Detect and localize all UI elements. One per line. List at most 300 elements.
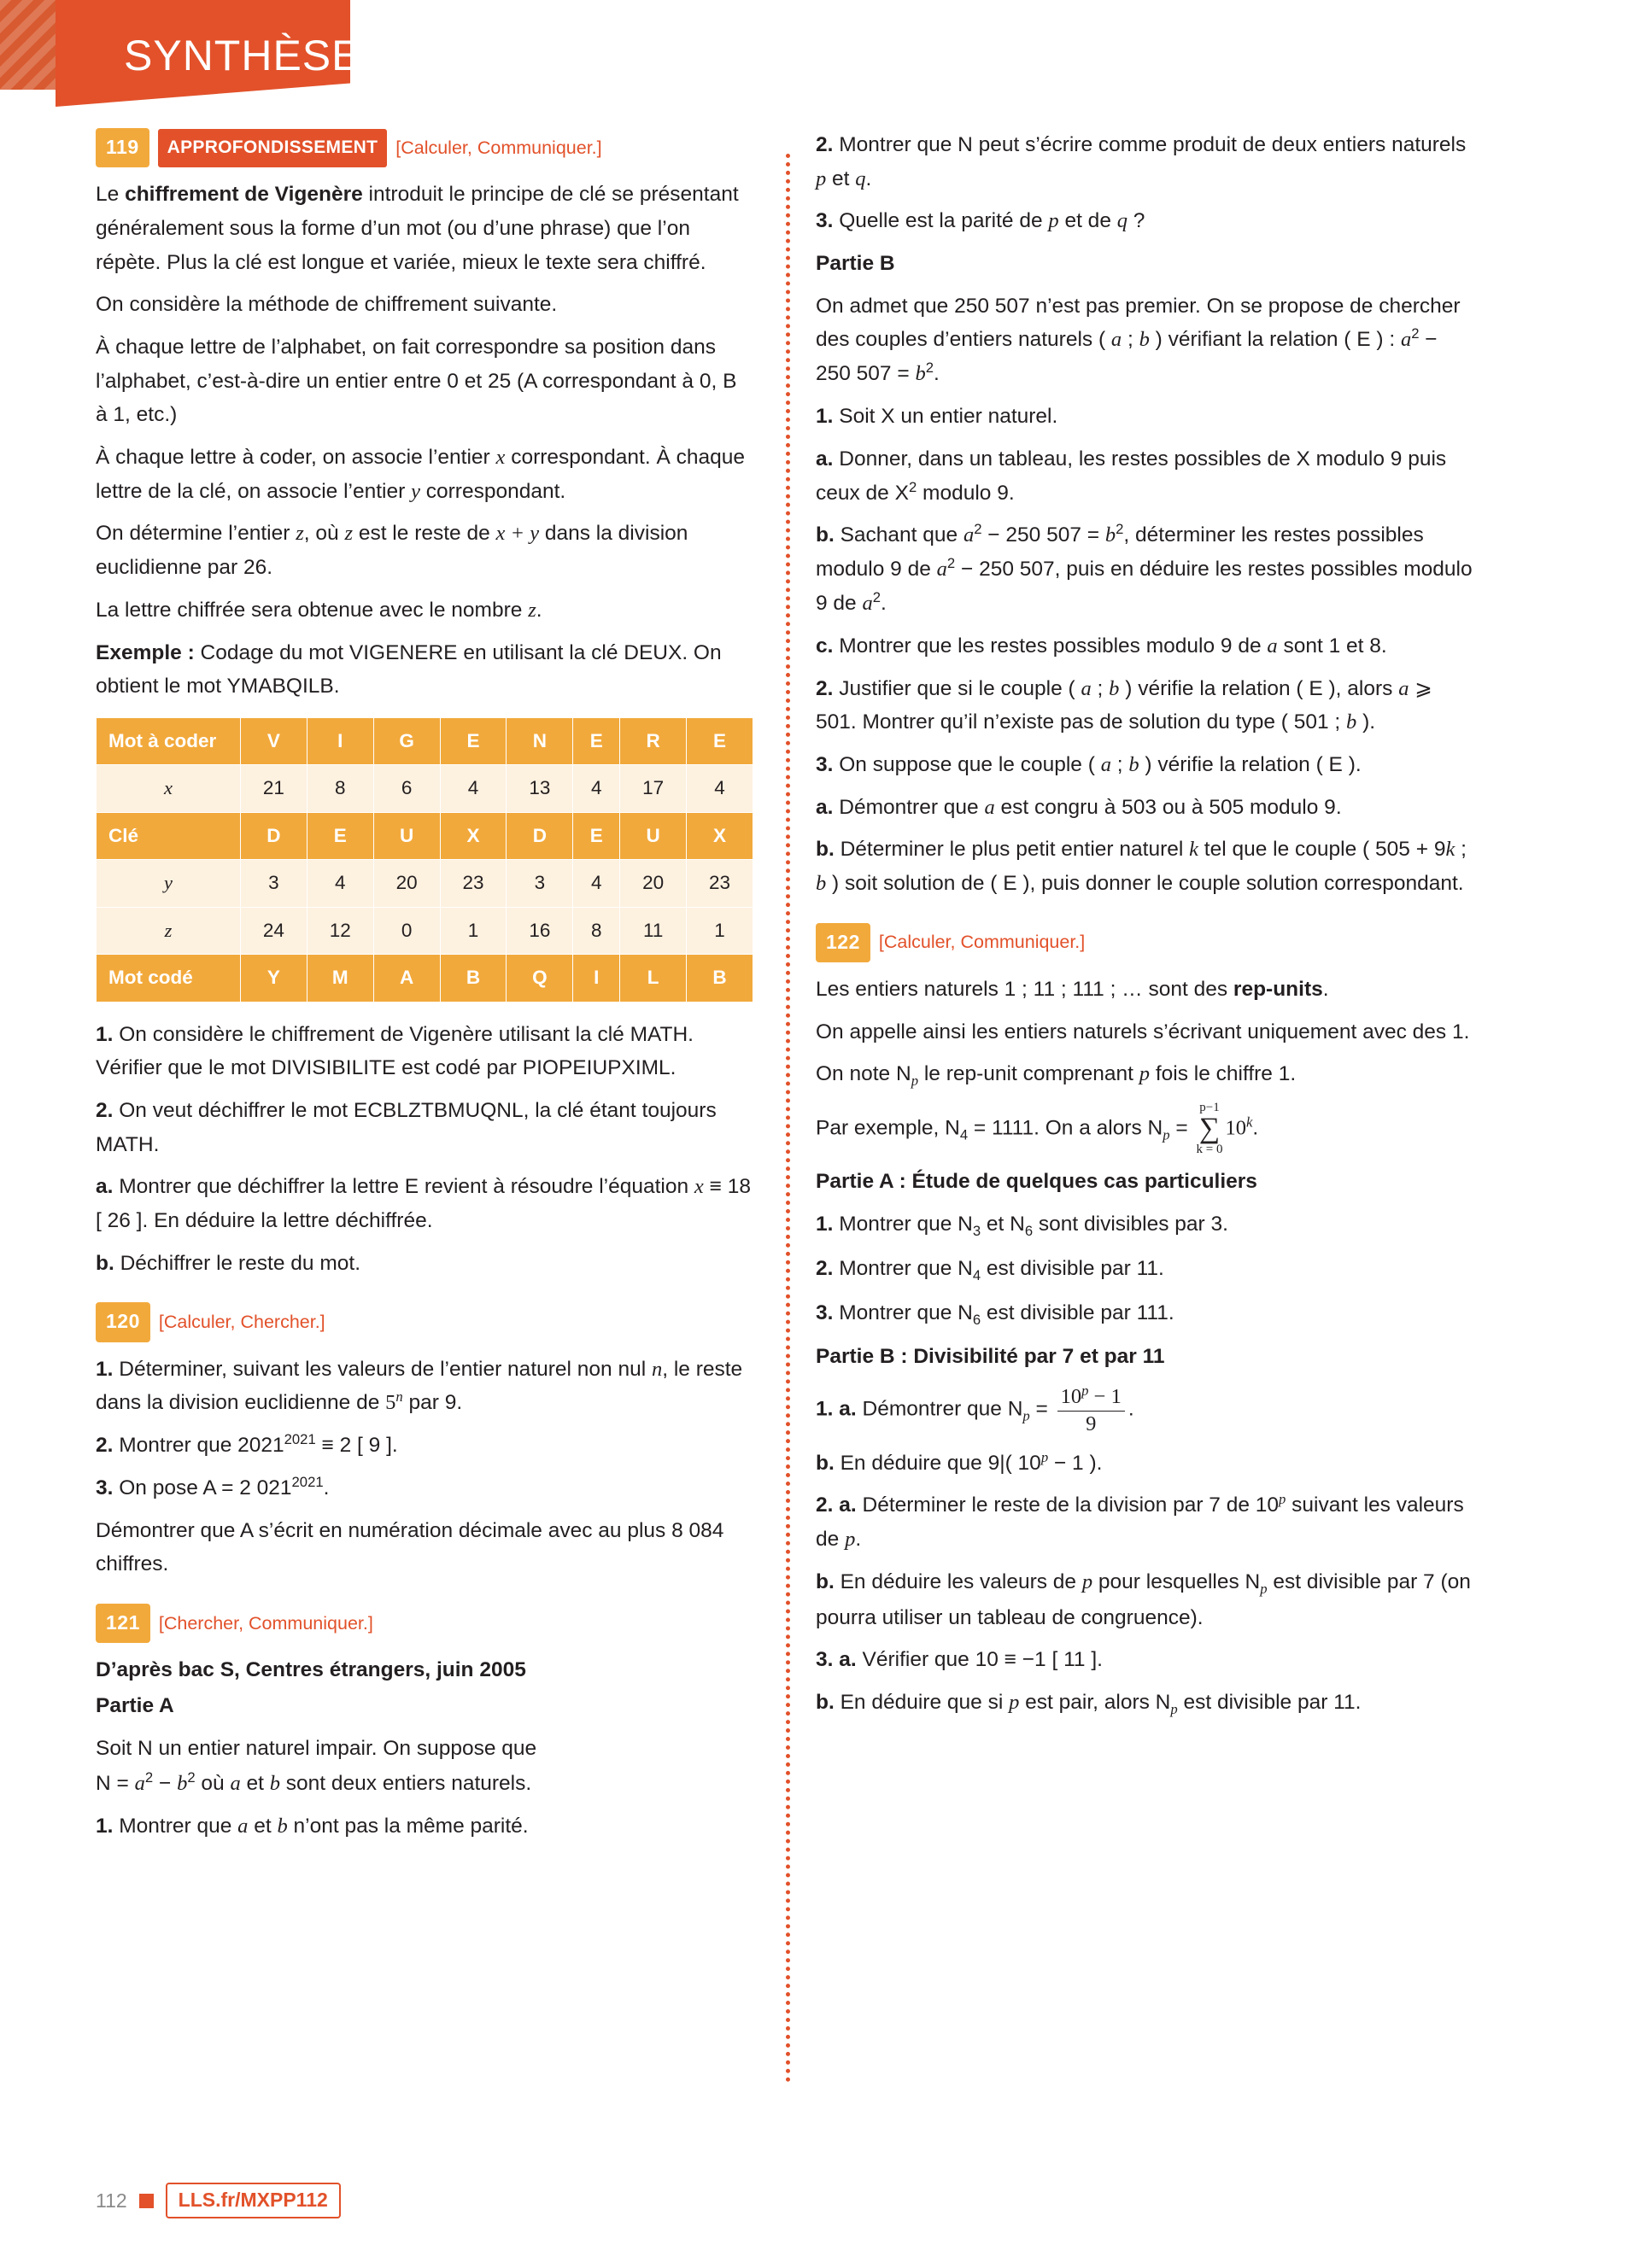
table-cell: E (573, 812, 620, 859)
table-cell: M (307, 955, 373, 1002)
sum-lower-limit: k = 0 (1196, 1143, 1223, 1157)
text: est pair, alors N (1019, 1691, 1171, 1715)
text: , où (303, 522, 345, 546)
text: N = (96, 1772, 135, 1796)
math-expression: x + y (495, 522, 540, 546)
text: Les entiers naturels 1 ; 11 ; 111 ; … sont des (816, 977, 1233, 1001)
question-number: 1. (816, 405, 834, 429)
question (816, 1207, 1473, 1243)
table-cell: X (687, 812, 753, 859)
math-var: b (1139, 328, 1150, 352)
table-cell: U (373, 812, 440, 859)
math-var: b (1109, 676, 1120, 700)
table-cell: 13 (507, 765, 573, 812)
text: ). (1356, 710, 1376, 734)
math-var: x (694, 1175, 704, 1199)
paragraph (96, 636, 753, 704)
text: Déterminer le reste de la division par 7 de 10 (856, 1493, 1280, 1517)
math-var: p (1139, 1062, 1151, 1086)
question-number: b. (816, 838, 835, 862)
math-subscript: 6 (972, 1311, 981, 1328)
text: On détermine l’entier (96, 522, 296, 546)
text: et N (981, 1212, 1025, 1236)
text: En déduire que si (834, 1691, 1010, 1715)
math-var: b (269, 1772, 280, 1796)
question (96, 1018, 753, 1085)
table-cell: 17 (620, 765, 687, 812)
text: ; (1110, 752, 1129, 776)
exercise-number: 119 (96, 128, 149, 167)
text-bold: Partie B (816, 252, 895, 276)
text: = 1111. On a alors N (968, 1116, 1163, 1140)
text: ; (1455, 838, 1467, 862)
table-cell: 4 (573, 860, 620, 907)
text: Montrer que 2021 (113, 1434, 284, 1458)
question (816, 204, 1473, 238)
table-cell: Y (241, 955, 308, 1002)
question (96, 1353, 753, 1421)
table-cell: I (573, 955, 620, 1002)
table-cell: B (440, 955, 507, 1002)
table-cell: 4 (687, 765, 753, 812)
text: Montrer que N (833, 1256, 973, 1280)
math-exponent: 2 (144, 1769, 154, 1786)
text: ≡ 18 [ 26 ]. En déduire la lettre déchiffrée. (96, 1175, 751, 1232)
text: On note N (816, 1062, 911, 1086)
math-var: a (134, 1772, 145, 1796)
math-exponent: 2021 (291, 1473, 324, 1490)
question-number: 2. a. (816, 1493, 857, 1517)
table-cell: V (241, 717, 308, 764)
math-exponent: 2 (1411, 325, 1420, 342)
text: . (1128, 1397, 1134, 1421)
text: − 1 (1088, 1385, 1122, 1409)
question-number: b. (816, 1691, 835, 1715)
math-var: z (528, 598, 536, 622)
exercise-121-header (96, 1604, 753, 1643)
table-cell: 11 (620, 907, 687, 954)
table-row-label: Mot à coder (97, 717, 241, 764)
text: = (1169, 1116, 1194, 1140)
table-cell: 12 (307, 907, 373, 954)
text-bold: Partie A (96, 1694, 174, 1718)
table-cell: 8 (307, 765, 373, 812)
question (816, 1686, 1473, 1721)
text: Codage du mot VIGENERE en utilisant la clé DEUX. On obtient le mot YMABQILB. (96, 640, 722, 699)
text: La lettre chiffrée sera obtenue avec le nombre (96, 598, 529, 622)
text: fois le chiffre 1. (1150, 1062, 1297, 1086)
math-exponent: 2 (946, 555, 956, 572)
math-var: z (296, 522, 304, 546)
table-row (97, 955, 753, 1002)
math-expression: 5 (385, 1391, 396, 1415)
table-cell: R (620, 717, 687, 764)
math-var: q (1116, 209, 1128, 233)
table-cell: B (687, 955, 753, 1002)
text: 10 (1060, 1385, 1082, 1409)
text: ; (1122, 328, 1139, 352)
math-var: n (651, 1357, 663, 1381)
page-title: SYNTHÈSE (124, 32, 361, 79)
table-cell: G (373, 717, 440, 764)
question-number: 2. (96, 1098, 114, 1122)
text: tel que le couple ( 505 + 9 (1198, 838, 1446, 862)
question (816, 1643, 1473, 1677)
text: Le (96, 183, 126, 207)
page-header (0, 0, 1640, 128)
question (816, 791, 1473, 825)
text: On veut déchiffrer le mot ECBLZTBMUQNL, la clé étant toujours MATH. (96, 1098, 717, 1156)
text: modulo 9. (917, 481, 1015, 505)
question (816, 629, 1473, 663)
text: On suppose que le couple ( (833, 752, 1101, 776)
table-cell: A (373, 955, 440, 1002)
table-cell: 3 (507, 860, 573, 907)
exercise-badge: APPROFONDISSEMENT (158, 129, 388, 167)
question-number: b. (816, 1451, 835, 1475)
text: Soit X un entier naturel. (833, 405, 1058, 429)
question-number: 3. (816, 752, 834, 776)
math-var: z (344, 522, 354, 546)
table-row-label: Clé (97, 812, 241, 859)
math-var: a (1110, 328, 1122, 352)
math-var: a (237, 1815, 249, 1838)
math-exponent: 2 (974, 521, 982, 538)
text: . (881, 592, 887, 616)
text: Montrer que les restes possibles modulo 9 de (833, 634, 1268, 658)
paragraph: On considère la méthode de chiffrement suivante. (96, 293, 558, 317)
table-cell: 20 (620, 860, 687, 907)
text: ) vérifie la relation ( E ). (1139, 752, 1362, 776)
question-number: b. (816, 523, 835, 547)
text: et (248, 1815, 278, 1838)
question (96, 1094, 753, 1161)
question-number: 1. a. (816, 1397, 857, 1421)
question (816, 518, 1473, 621)
text: Démontrer que (833, 795, 985, 819)
table-cell: E (573, 717, 620, 764)
question-number: 2. (816, 1256, 834, 1280)
exercise-skills: [Calculer, Communiquer.] (395, 137, 602, 158)
text: , le reste dans la division euclidienne de (96, 1357, 743, 1415)
math-var: b (177, 1772, 188, 1796)
math-var: x (495, 446, 506, 470)
question-number: a. (816, 795, 834, 819)
question-number: 1. (96, 1357, 114, 1381)
text: est divisible par 11. (981, 1256, 1164, 1280)
text: − 1 ). (1048, 1451, 1103, 1475)
math-exponent: 2 (187, 1769, 196, 1786)
text: − 250 507 = (981, 523, 1105, 547)
text: Montrer que (113, 1815, 238, 1838)
math-var: a (230, 1772, 241, 1796)
table-cell: 0 (373, 907, 440, 954)
math-var: a (984, 795, 995, 819)
exercise-122-header (816, 923, 1473, 962)
exercise-120-header (96, 1302, 753, 1342)
table-cell: 24 (241, 907, 308, 954)
text: . (1252, 1116, 1259, 1140)
question-number: b. (816, 1569, 835, 1593)
table-cell: 3 (241, 860, 308, 907)
question (816, 833, 1473, 900)
question-number: 1. (96, 1022, 114, 1046)
table-row (97, 812, 753, 859)
math-var: k (1445, 838, 1456, 862)
text: ) soit solution de ( E ), puis donner le couple solution correspondant. (826, 872, 1464, 895)
text: ) vérifie la relation ( E ), alors (1119, 676, 1399, 700)
fraction-denominator: 9 (1086, 1412, 1097, 1435)
table-cell: 4 (440, 765, 507, 812)
question-number: c. (816, 634, 834, 658)
text: . (855, 1528, 862, 1552)
fraction-numerator (1057, 1382, 1125, 1412)
math-exponent: p (1081, 1382, 1089, 1400)
exercise-skills: [Chercher, Communiquer.] (158, 1612, 373, 1634)
text-bold: Partie B : Divisibilité par 7 et par 11 (816, 1345, 1165, 1369)
table-cell: Q (507, 955, 573, 1002)
math-subscript: 4 (972, 1266, 981, 1283)
question (816, 1565, 1473, 1635)
vigenere-table (96, 717, 753, 1002)
question-number: 3. (96, 1476, 114, 1500)
question-number: 2. (96, 1434, 114, 1458)
math-subscript: 3 (972, 1222, 981, 1239)
text: Montrer que déchiffrer la lettre E revient à résoudre l’équation (113, 1175, 694, 1199)
question (816, 1382, 1473, 1437)
math-subscript: p (911, 1073, 919, 1090)
paragraph (96, 178, 753, 279)
text: = (1029, 1397, 1054, 1421)
section-heading (96, 1689, 753, 1723)
exercise-skills: [Calculer, Chercher.] (158, 1312, 325, 1333)
math-var: a (862, 592, 873, 616)
math-var: b (277, 1815, 288, 1838)
text: correspondant. À chaque lettre de la clé, on associe l’entier (96, 446, 745, 503)
section-heading (816, 1340, 1473, 1374)
text: introduit le principe de clé se présentant généralement sous la forme d’un mot (ou d’une phrase) que l’on répète. Plus la clé est longue et variée, mieux le texte sera chiffré. (96, 183, 739, 274)
math-exponent: k (1245, 1114, 1253, 1131)
math-exponent: p (1040, 1448, 1049, 1465)
text: − (153, 1772, 178, 1796)
paragraph (816, 1102, 1473, 1156)
text: . (536, 598, 542, 622)
exercise-119-header (96, 128, 753, 167)
math-subscript: 4 (959, 1126, 969, 1143)
table-cell: L (620, 955, 687, 1002)
question-number: 3. (816, 209, 834, 233)
text: Par exemple, N (816, 1116, 960, 1140)
text: sont 1 et 8. (1277, 634, 1387, 658)
table-row-label: z (97, 907, 241, 954)
exercise-number: 120 (96, 1302, 150, 1342)
text: . (865, 167, 872, 190)
text: est divisible par 111. (981, 1301, 1174, 1324)
math-subscript: p (1170, 1701, 1178, 1718)
table-cell: 21 (241, 765, 308, 812)
math-var: b (1346, 710, 1357, 734)
text: . (1322, 977, 1329, 1001)
section-heading (816, 1165, 1473, 1199)
math-subscript: p (1022, 1407, 1030, 1424)
page-footer (96, 2183, 341, 2218)
table-row-label: x (97, 765, 241, 812)
math-var: a (1398, 676, 1409, 700)
question (96, 1170, 753, 1237)
table-row-label: Mot codé (97, 955, 241, 1002)
paragraph (816, 289, 1473, 391)
text: Montrer que N (833, 1301, 973, 1324)
math-var: a (1400, 328, 1412, 352)
question-number: 3. a. (816, 1648, 857, 1672)
text: − 250 507 = (816, 328, 1438, 386)
question (816, 1447, 1473, 1481)
table-cell: 1 (440, 907, 507, 954)
math-var: a (1100, 752, 1111, 776)
text: est divisible par 7 (on pourra utiliser un tableau de congruence). (816, 1569, 1471, 1629)
text: Déterminer, suivant les valeurs de l’entier naturel non nul (113, 1357, 652, 1381)
table-cell: U (620, 812, 687, 859)
math-exponent: 2 (925, 359, 934, 377)
section-heading (816, 247, 1473, 281)
text: . (323, 1476, 330, 1500)
question-number: 3. (816, 1301, 834, 1324)
question (816, 128, 1473, 196)
table-cell: E (440, 717, 507, 764)
table-row (97, 765, 753, 812)
table-cell: 20 (373, 860, 440, 907)
math-var: p (816, 167, 827, 190)
text: Justifier que si le couple ( (833, 676, 1081, 700)
question-number: 1. (816, 1212, 834, 1236)
text: pour lesquelles N (1092, 1569, 1261, 1593)
text: par 9. (402, 1391, 463, 1415)
math-var: b (816, 872, 827, 895)
table-cell: E (687, 717, 753, 764)
paragraph (816, 1057, 1473, 1093)
paragraph: À chaque lettre de l’alphabet, on fait correspondre sa position dans l’alphabet, c’est-à-dire un entier entre 0 et 25 (A correspondant à 0, B à 1, etc.) (96, 336, 737, 427)
text: dans la division euclidienne par 26. (96, 522, 688, 580)
question (96, 1471, 753, 1505)
text: et (826, 167, 856, 190)
table-cell: E (307, 812, 373, 859)
exercise-source (96, 1653, 753, 1687)
text: sont divisibles par 3. (1033, 1212, 1228, 1236)
question (816, 442, 1473, 511)
math-subscript: p (1260, 1580, 1268, 1597)
text: ≡ 2 [ 9 ]. (315, 1434, 398, 1458)
text: , déterminer les restes possibles modulo 9 de (816, 523, 1424, 582)
square-icon (139, 2194, 154, 2208)
exercise-skills: [Calculer, Communiquer.] (878, 932, 1086, 953)
question (96, 1809, 753, 1844)
table-cell: 23 (440, 860, 507, 907)
text: et (240, 1772, 270, 1796)
divides-symbol: | (999, 1451, 1005, 1475)
math-exponent: 2021 (284, 1431, 316, 1448)
right-column (816, 128, 1473, 1730)
paragraph: Démontrer que A s’écrit en numération décimale avec au plus 8 084 chiffres. (96, 1518, 724, 1576)
math-expression: 10 (1225, 1116, 1246, 1140)
table-row (97, 907, 753, 954)
math-subscript: p (1163, 1126, 1170, 1143)
text: Quelle est la parité de (833, 209, 1049, 233)
text: ( 10 (1004, 1451, 1041, 1475)
text: . (934, 362, 940, 386)
question (816, 1252, 1473, 1288)
text: En déduire les valeurs de (834, 1569, 1082, 1593)
table-cell: 4 (307, 860, 373, 907)
text: le rep-unit comprenant (918, 1062, 1139, 1086)
math-exponent: 2 (872, 589, 882, 606)
math-var: b (1128, 752, 1139, 776)
table-cell: 6 (373, 765, 440, 812)
math-exponent: 2 (1116, 521, 1124, 538)
text: On considère le chiffrement de Vigenère utilisant la clé MATH. Vérifier que le mot DIVISIBILITE est codé par PIOPEIUPXIML. (96, 1022, 694, 1080)
paragraph (96, 593, 753, 628)
text: est le reste de (353, 522, 496, 546)
math-var: b (915, 362, 926, 386)
text: Donner, dans un tableau, les restes possibles de X modulo 9 puis ceux de X (816, 447, 1447, 505)
resource-link[interactable]: LLS.fr/MXPP112 (166, 2183, 341, 2218)
sigma-icon: ∑ (1198, 1113, 1221, 1145)
math-var: k (1189, 838, 1198, 862)
table-cell: 23 (687, 860, 753, 907)
table-row-label: y (97, 860, 241, 907)
text-bold: Partie A : Étude de quelques cas particuliers (816, 1170, 1257, 1194)
text: En déduire que 9 (834, 1451, 1000, 1475)
text: où (195, 1772, 231, 1796)
question-number: a. (816, 447, 834, 471)
table-cell: N (507, 717, 573, 764)
table-row (97, 860, 753, 907)
question (816, 400, 1473, 434)
exercise-number: 121 (96, 1604, 150, 1643)
math-exponent: p (1279, 1491, 1286, 1508)
question-number: 2. (816, 676, 834, 700)
math-var: p (1009, 1691, 1020, 1715)
text: Sachant que (834, 523, 964, 547)
table-cell: 16 (507, 907, 573, 954)
text: Montrer que N (833, 1212, 973, 1236)
question-number: 1. (96, 1815, 114, 1838)
math-exponent: 2 (908, 478, 917, 495)
math-var: a (936, 558, 947, 582)
question (816, 672, 1473, 739)
paragraph: On appelle ainsi les entiers naturels s’écrivant uniquement avec des 1. (816, 1020, 1470, 1043)
summation-symbol (1196, 1102, 1222, 1156)
question-number: b. (96, 1251, 114, 1275)
text: correspondant. (419, 479, 566, 503)
text-bold: D’après bac S, Centres étrangers, juin 2005 (96, 1658, 526, 1682)
math-var: p (845, 1528, 856, 1552)
table-cell: 4 (573, 765, 620, 812)
text: sont deux entiers naturels. (280, 1772, 532, 1796)
sum-upper-limit: p−1 (1199, 1101, 1220, 1115)
text: Démontrer que N (856, 1397, 1023, 1421)
text-bold: Exemple : (96, 640, 195, 664)
math-var: a (1081, 676, 1092, 700)
page-number: 112 (96, 2189, 127, 2212)
table-cell: X (440, 812, 507, 859)
math-var: q (855, 167, 866, 190)
text: ⩾ 501. Montrer qu’il n’existe pas de solution du type ( 501 ; (816, 676, 1432, 734)
text: Montrer que N peut s’écrire comme produit de deux entiers naturels (833, 133, 1467, 156)
paragraph (96, 517, 753, 584)
table-cell: I (307, 717, 373, 764)
math-var: b (1104, 523, 1116, 547)
paragraph (816, 973, 1473, 1007)
